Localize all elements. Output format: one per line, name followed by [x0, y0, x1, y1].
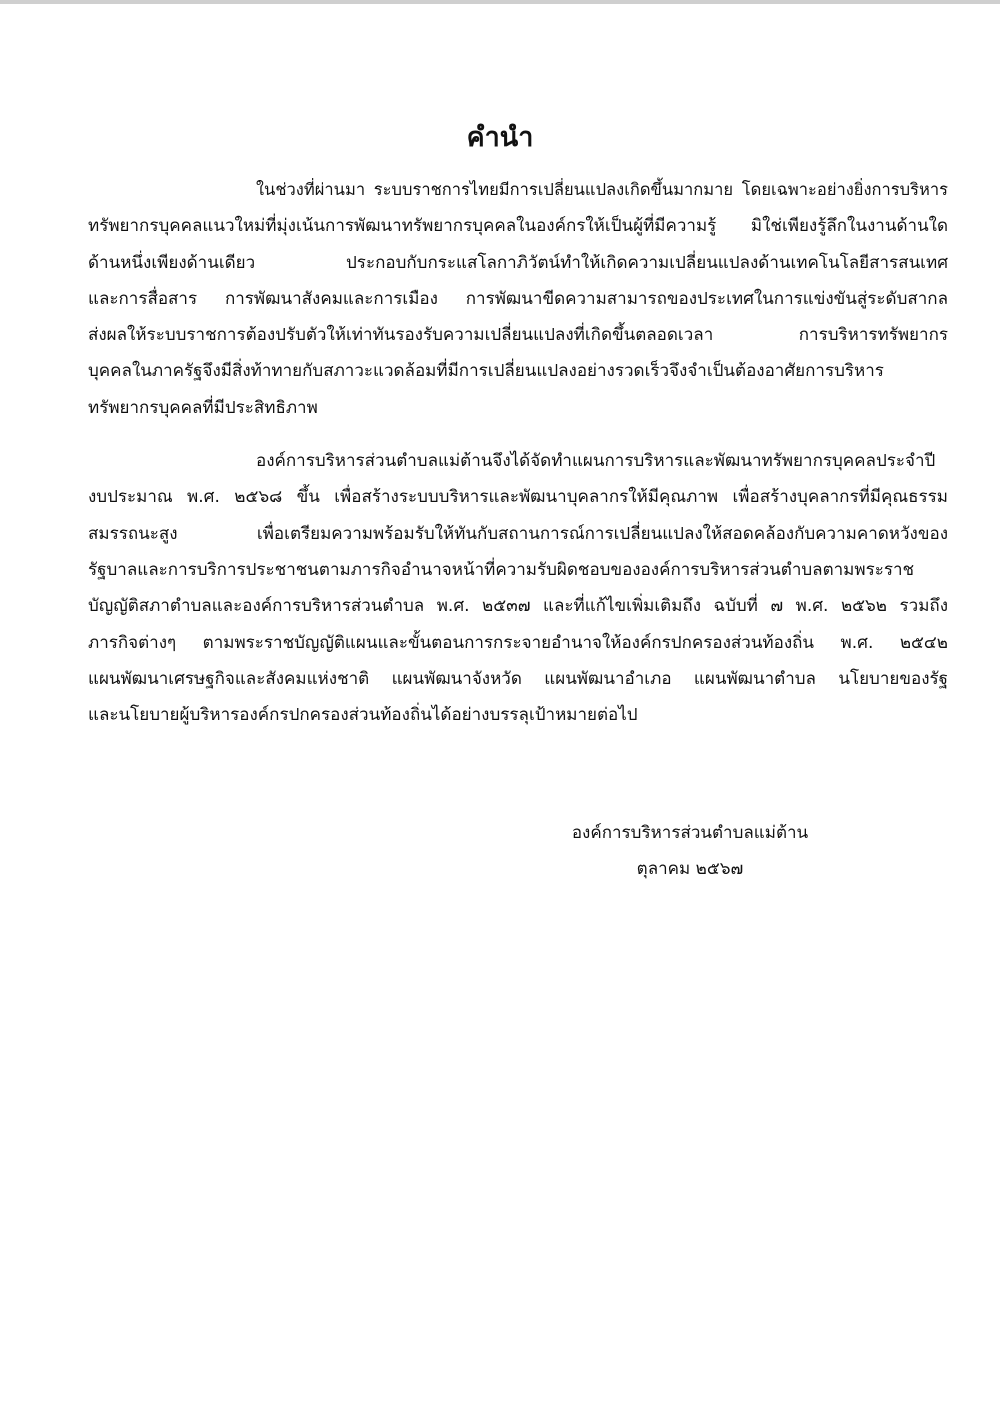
paragraph-1-line: และการสื่อสาร การพัฒนาสังคมและการเมือง การพัฒนาขีดความสามารถของประเทศในการแข่งขันสู่ระดับสากล [88, 288, 948, 309]
document-body [88, 172, 948, 733]
paragraph-1-line: ทรัพยากรบุคคลที่มีประสิทธิภาพ [88, 397, 318, 418]
paragraph-2-line: แผนพัฒนาเศรษฐกิจและสังคมแห่งชาติ แผนพัฒนาจังหวัด แผนพัฒนาอำเภอ แผนพัฒนาตำบล นโยบายของรัฐ [88, 668, 948, 689]
paragraph-2-line: และนโยบายผู้บริหารองค์กรปกครองส่วนท้องถิ่นได้อย่างบรรลุเป้าหมายต่อไป [88, 705, 638, 726]
paragraph-gap [88, 426, 948, 443]
paragraph-1-line: ทรัพยากรบุคคลแนวใหม่ที่มุ่งเน้นการพัฒนาทรัพยากรบุคคลในองค์กรให้เป็นผู้ที่มีความรู้ มิใช่เพียงรู้ลึกในงานด้านใด [88, 216, 948, 237]
paragraph-2-line: รัฐบาลและการบริการประชาชนตามภารกิจอำนาจหน้าที่ความรับผิดชอบขององค์การบริหารส่วนตำบลตามพระราช [88, 559, 915, 580]
paragraph-2-line: ภารกิจต่างๆ ตามพระราชบัญญัติแผนและขั้นตอนการกระจายอำนาจให้องค์กรปกครองส่วนท้องถิ่น พ.ศ. ๒๕๔๒ [88, 632, 948, 653]
paragraph-2-line: สมรรถนะสูง เพื่อเตรียมความพร้อมรับให้ทันกับสถานการณ์การเปลี่ยนแปลงให้สอดคล้องกับความคาดหวังของ [88, 523, 948, 544]
signature-date: ตุลาคม ๒๕๖๗ [636, 859, 744, 879]
scan-edge [0, 0, 1000, 4]
paragraph-1-line: บุคคลในภาครัฐจึงมีสิ่งท้าทายกับสภาวะแวดล้อมที่มีการเปลี่ยนแปลงอย่างรวดเร็วจึงจำเป็นต้องอาศัยการบริหาร [88, 361, 884, 382]
paragraph-2-line: งบประมาณ พ.ศ. ๒๕๖๘ ขึ้น เพื่อสร้างระบบบริหารและพัฒนาบุคลากรให้มีคุณภาพ เพื่อสร้างบุคลากรที่มีคุณธรรม [88, 487, 948, 508]
signature-block [560, 815, 820, 887]
paragraph-1-line: ในช่วงที่ผ่านมา ระบบราชการไทยมีการเปลี่ยนแปลงเกิดขึ้นมากมาย โดยเฉพาะอย่างยิ่งการบริหาร [256, 180, 948, 199]
paragraph-2-line: บัญญัติสภาตำบลและองค์การบริหารส่วนตำบล พ.ศ. ๒๕๓๗ และที่แก้ไขเพิ่มเติมถึง ฉบับที่ ๗ พ.ศ. ๒๕๖๒ รวมถึง [88, 596, 948, 617]
signature-organization: องค์การบริหารส่วนตำบลแม่ต้าน [571, 823, 809, 843]
page-title: คำนำ [466, 122, 534, 153]
paragraph-2-line: องค์การบริหารส่วนตำบลแม่ต้านจึงได้จัดทำแผนการบริหารและพัฒนาทรัพยากรบุคคลประจำปี [256, 451, 936, 472]
paragraph-1-line: ส่งผลให้ระบบราชการต้องปรับตัวให้เท่าทันรองรับความเปลี่ยนแปลงที่เกิดขึ้นตลอดเวลา การบริหารทรัพยากร [88, 325, 948, 346]
paragraph-1-line: ด้านหนึ่งเพียงด้านเดียว ประกอบกับกระแสโลกาภิวัตน์ทำให้เกิดความเปลี่ยนแปลงด้านเทคโนโลยีสารสนเทศ [88, 252, 948, 273]
